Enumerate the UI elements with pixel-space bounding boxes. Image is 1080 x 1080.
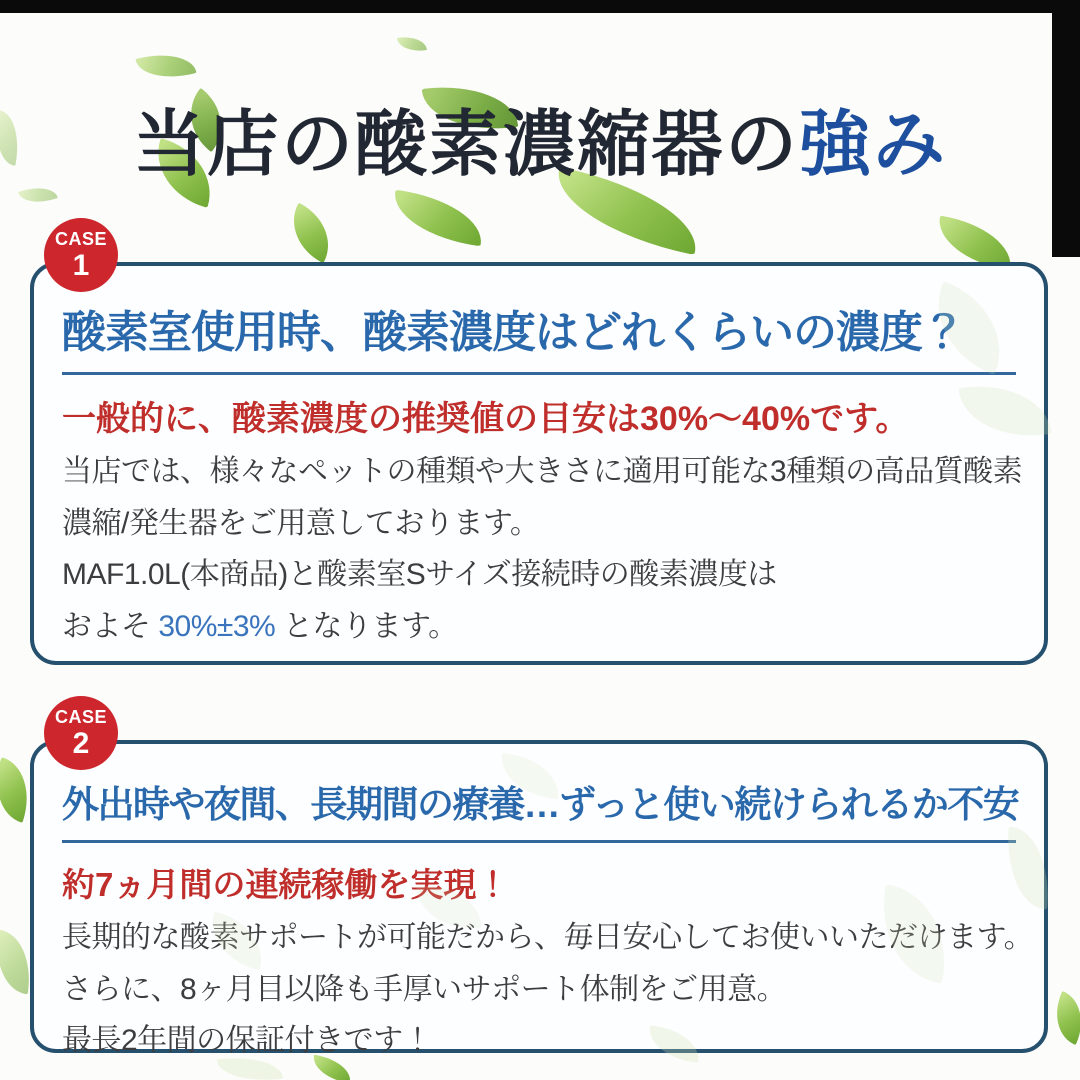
- case1-question: 酸素室使用時、酸素濃度はどれくらいの濃度？: [62, 296, 1016, 375]
- case1-body-line: MAF1.0L(本商品)と酸素室Sサイズ接続時の酸素濃度は: [62, 558, 777, 592]
- case1-highlight: 一般的に、酸素濃度の推奨値の目安は30%～40%です。: [62, 400, 910, 438]
- case2-body-line: 長期的な酸素サポートが可能だから、毎日安心してお使いいただけます。: [62, 921, 1034, 954]
- case1-badge: [44, 218, 118, 292]
- page-title-accent: 強み: [799, 105, 948, 185]
- case1-body-line: 濃縮/発生器をご用意しております。: [62, 506, 540, 540]
- leaf-icon: [397, 34, 427, 54]
- case2-badge-label: CASE: [54, 706, 107, 727]
- case1-badge-number: 1: [72, 248, 90, 282]
- case1-result-post: となります。: [275, 609, 458, 643]
- case1-result-value: 30%±3%: [158, 609, 276, 643]
- leaf-icon: [279, 203, 343, 264]
- page-title-main: 当店の酸素濃縮器の: [132, 105, 799, 185]
- letterbox-top-bar: [0, 0, 1080, 13]
- leaf-icon: [135, 46, 196, 87]
- letterbox-right-bar: [1052, 0, 1080, 257]
- page-title: [0, 86, 1052, 190]
- leaf-icon: [389, 190, 486, 246]
- case1-result-line: [62, 601, 1016, 653]
- case1-body-line: 当店では、様々なペットの種類や大きさに適用可能な3種類の高品質酸素: [62, 455, 1023, 488]
- case2-body-line: 最長2年間の保証付きです！: [62, 1024, 433, 1058]
- case2-badge-number: 2: [72, 726, 90, 760]
- case2-badge: [44, 696, 118, 770]
- case2-question: 外出時や夜間、長期間の療養…ずっと使い続けられるか不安: [62, 774, 1016, 843]
- case1-badge-label: CASE: [54, 228, 107, 249]
- case2-highlight: 約7ヵ月間の連続稼働を実現！: [62, 866, 510, 903]
- case1-result-pre: およそ: [62, 609, 159, 643]
- leaf-icon: [1045, 991, 1080, 1045]
- case2-body-line: さらに、8ヶ月目以降も手厚いサポート体制をご用意。: [62, 972, 787, 1006]
- case1-panel: [30, 262, 1048, 665]
